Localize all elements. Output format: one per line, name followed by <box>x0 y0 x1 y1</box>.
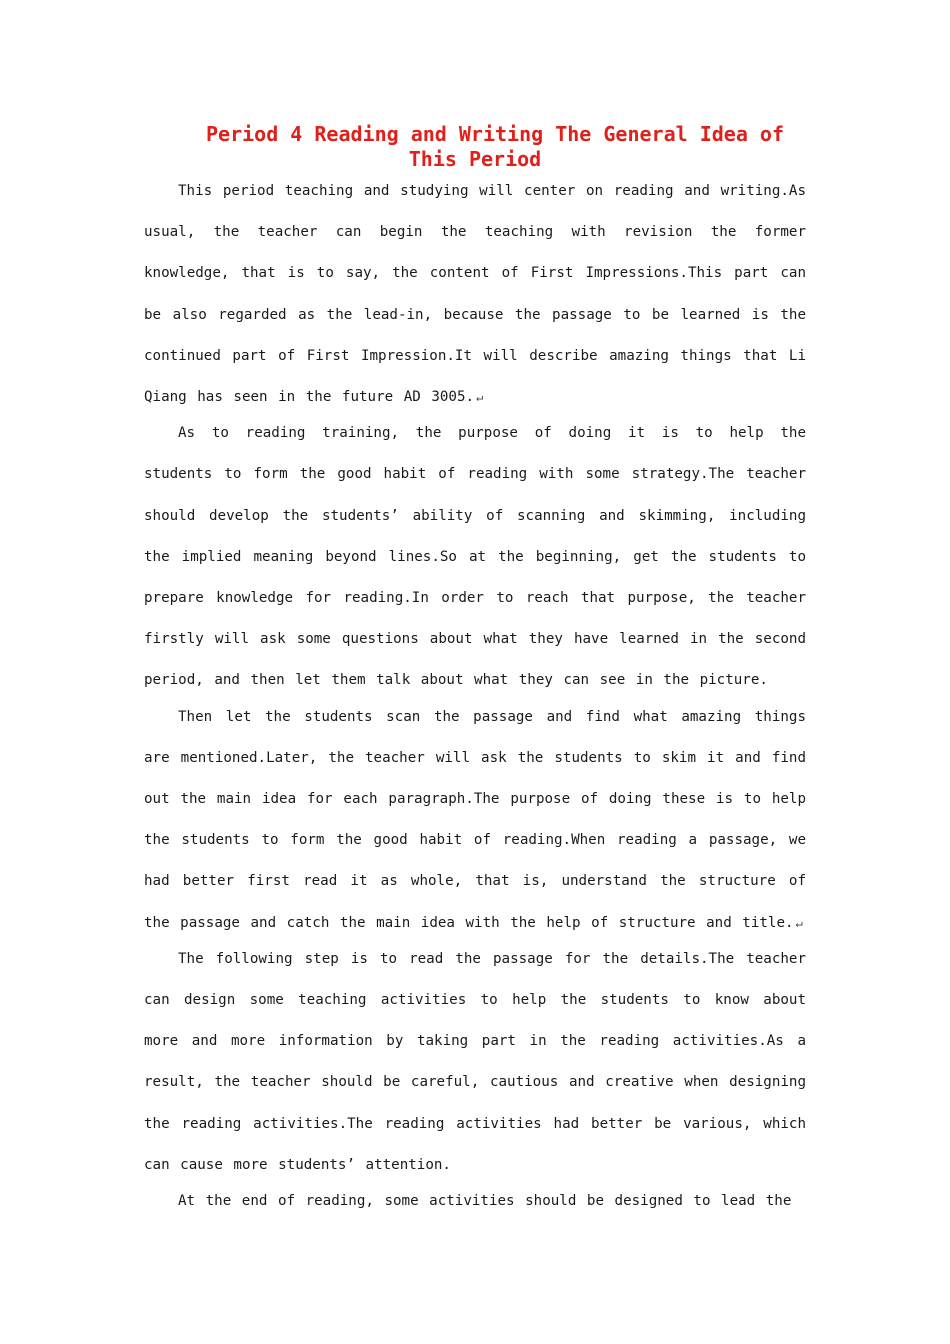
paragraph-mark: ↵ <box>795 915 803 930</box>
paragraph-mark <box>791 1194 793 1208</box>
paragraph-3 <box>144 697 806 944</box>
paragraph-2 <box>144 413 806 701</box>
paragraph-mark <box>451 1158 453 1172</box>
paragraph-3-text: Then let the students scan the passage and find what amazing things are mentioned.Later, the teacher will ask the students to skim it and find out the main idea for each paragraph.The purpose of doing these is to help the students to form the good habit of reading.When reading a passage, we had better first read it as whole, that is, understand the structure of the passage and catch the main idea with the help of structure and title. <box>144 708 806 931</box>
paragraph-1 <box>144 171 806 418</box>
document-title-text: Period 4 Reading and Writing The General Idea of This Period <box>206 122 784 171</box>
paragraph-5-text: At the end of reading, some activities should be designed to lead the <box>178 1193 792 1210</box>
paragraph-4 <box>144 939 806 1186</box>
paragraph-mark <box>768 673 770 687</box>
paragraph-mark: ↵ <box>476 390 484 405</box>
paragraph-4-text: The following step is to read the passage for the details.The teacher can design some teaching activities to help the students to know about more and more information by taking part in the reading activities.As a result, the teacher should be careful, cautious and creative when designing the reading activities.The reading activities had better be various, which can cause more students’ attention. <box>144 950 806 1173</box>
paragraph-1-text: This period teaching and studying will center on reading and writing.As usual, the teacher can begin the teaching with revision the former knowledge, that is to say, the content of First Impressions.This part can be also regarded as the lead-in, because the passage to be learned is the continued part of First Impression.It will describe amazing things that Li Qiang has seen in the future AD 3005. <box>144 183 806 406</box>
paragraph-2-text: As to reading training, the purpose of doing it is to help the students to form the good habit of reading with some strategy.The teacher should develop the students’ ability of scanning and skimming, including the implied meaning beyond lines.So at the beginning, get the students to prepare knowledge for reading.In order to reach that purpose, the teacher firstly will ask some questions about what they have learned in the second period, and then let them talk about what they can see in the picture. <box>144 425 806 689</box>
paragraph-5 <box>144 1181 806 1222</box>
document-body <box>144 171 806 1222</box>
document-title <box>144 122 806 172</box>
